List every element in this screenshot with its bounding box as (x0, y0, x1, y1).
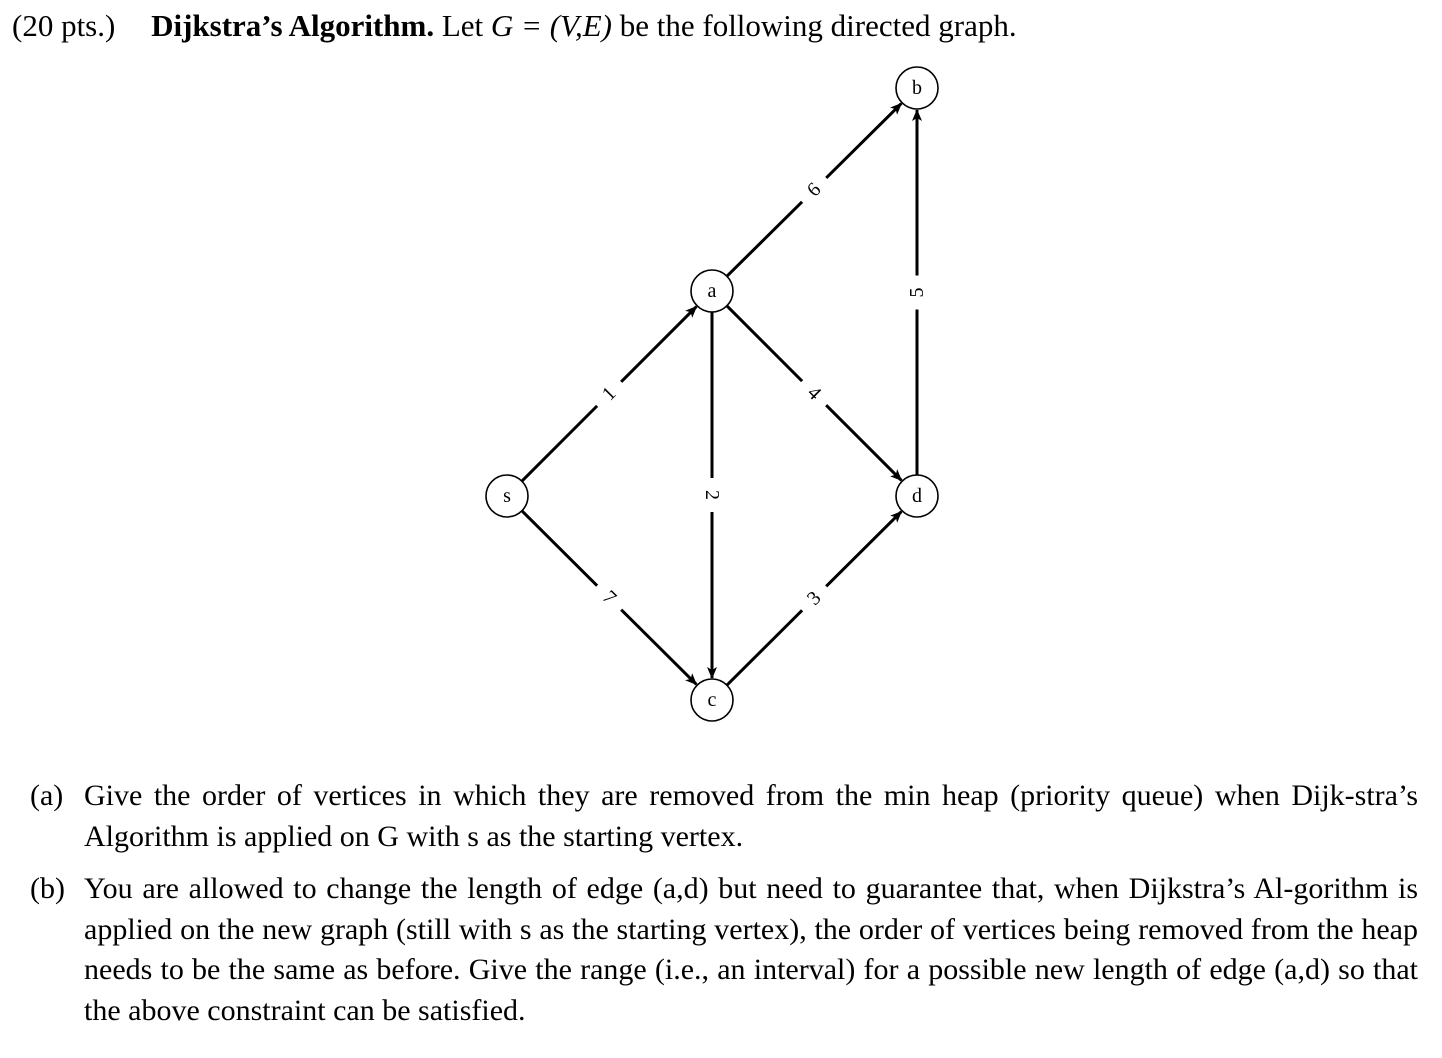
header-tail: be the following directed graph. (619, 8, 1017, 43)
part-b-label: (b) (30, 872, 65, 905)
vertex-b (896, 67, 938, 109)
edge-arrow (826, 103, 901, 177)
vertex-label: s (503, 485, 511, 507)
edge-a-c (701, 312, 723, 678)
part-a-text: Give the order of vertices in which they are removed from the min heap (priority queue) when Dijk-stra’s Algorithm is applied on G with s as the starting vertex. (84, 779, 1418, 853)
part-a-label: (a) (30, 779, 64, 812)
edge-arrow (621, 307, 696, 382)
header-lead: Let (441, 8, 484, 43)
edge-weight-label: 2 (701, 490, 723, 500)
edge-s-a (522, 307, 697, 482)
edge-weight-label: 1 (597, 382, 621, 406)
vertex-label: d (912, 485, 922, 507)
edge-s-c (522, 511, 697, 685)
edge-line (522, 406, 597, 481)
part-b-text: You are allowed to change the length of edge (a,d) but need to guarantee that, when Dijkstra’s Al-gorithm is applied on the new graph (still with s as the starting vertex), the order of vertices being removed from the heap needs to be the same as before. Give the range (i.e., an interval) for a possible new length of edge (a,d) so that the above constraint can be satisfied. (84, 872, 1418, 1027)
part-b (30, 869, 1418, 1031)
question-parts (30, 776, 1418, 1043)
edge-weight-label: 7 (597, 586, 621, 609)
part-a (30, 776, 1418, 857)
edge-arrow (826, 405, 901, 480)
edge-weight-label: 4 (802, 381, 826, 405)
edge-arrow (826, 512, 901, 587)
edge-a-d (727, 306, 902, 481)
graph-definition: G = (V,E) (490, 8, 612, 43)
edge-a-b (727, 103, 901, 276)
points-label: (20 pts.) (12, 8, 116, 43)
vertex-s (486, 475, 528, 517)
edge-weight-label: 6 (802, 178, 826, 202)
edge-line (727, 202, 802, 276)
edge-c-d (727, 512, 902, 686)
edge-arrow (621, 610, 696, 685)
edge-line (522, 511, 597, 586)
vertex-label: b (912, 77, 922, 99)
vertex-a (691, 270, 733, 312)
edge-weight-label: 5 (906, 287, 928, 298)
problem-title: Dijkstra’s Algorithm. (151, 8, 435, 43)
edge-line (727, 306, 802, 381)
vertex-label: c (707, 689, 717, 711)
edge-weight-label: 3 (802, 587, 826, 610)
vertex-d (896, 475, 938, 517)
vertex-label: a (707, 280, 717, 302)
edge-line (727, 610, 802, 685)
edge-d-b (906, 110, 928, 475)
vertex-c (691, 679, 733, 721)
